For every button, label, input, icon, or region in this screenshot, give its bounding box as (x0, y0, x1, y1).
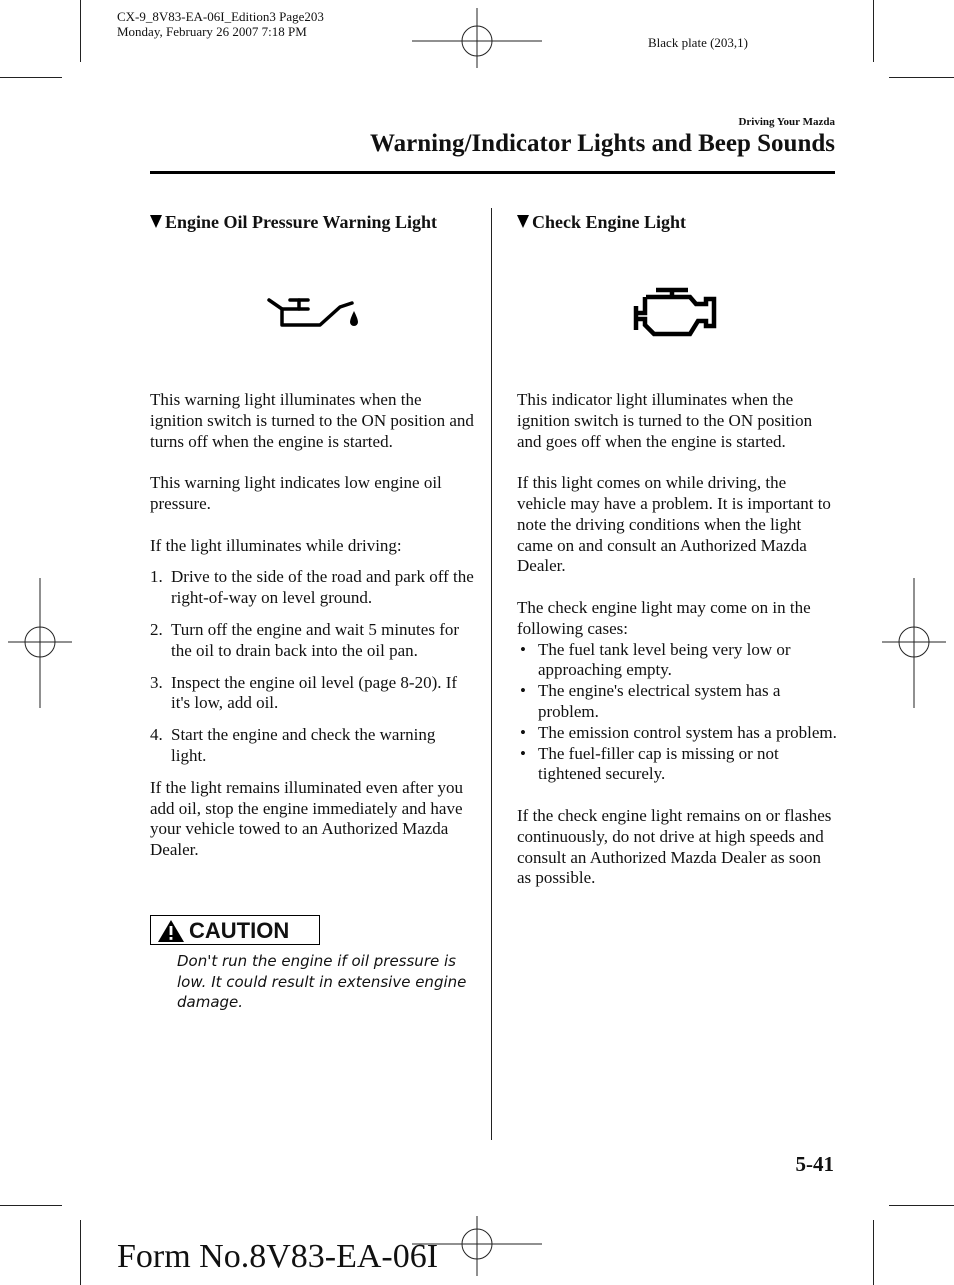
engine-para-problem: If this light comes on while driving, the vehicle may have a problem. It is important to note the driving conditions when the light came on and consult an Authorized Mazda Dealer. (517, 473, 831, 576)
engine-para-flashes: If the check engine light remains on or flashes continuously, do not drive at high speeds and consult an Authorized Mazda Dealer as soon as possible. (517, 805, 832, 888)
check-engine-heading-text: Check Engine Light (532, 212, 687, 232)
left-body (150, 390, 475, 882)
warning-triangle-icon (157, 919, 185, 943)
list-item: 1. Drive to the side of the road and park off the right-of-way on level ground. (150, 567, 474, 608)
crop-mark (0, 77, 62, 78)
registration-mark-left (8, 578, 72, 708)
crop-mark (889, 1205, 954, 1206)
crop-mark (873, 1220, 874, 1285)
left-column (150, 212, 475, 233)
crop-mark (873, 0, 874, 62)
title-rule (150, 171, 835, 174)
registration-mark-top (412, 8, 542, 68)
plate-label: Black plate (203,1) (648, 35, 748, 50)
page-title: Warning/Indicator Lights and Beep Sounds (370, 130, 835, 157)
page-number: 5-41 (795, 1152, 834, 1176)
list-item: 4. Start the engine and check the warning light. (150, 725, 436, 765)
oil-para-remains: If the light remains illuminated even after you add oil, stop the engine immediately and have your vehicle towed to an Authorized Mazda Dealer. (150, 777, 463, 860)
crop-mark (889, 77, 954, 78)
oil-pressure-heading (150, 212, 475, 233)
crop-mark (80, 0, 81, 62)
triangle-marker-icon (517, 215, 529, 228)
triangle-marker-icon (150, 215, 162, 228)
print-meta (117, 9, 324, 39)
engine-para-cases: The check engine light may come on in the following cases: (517, 597, 811, 638)
check-engine-heading (517, 212, 837, 233)
crop-mark (0, 1205, 62, 1206)
list-item: • The engine's electrical system has a problem. (517, 681, 837, 723)
engine-para-illuminates: This indicator light illuminates when the ignition switch is turned to the ON position and goes off when the engine is started. (517, 390, 813, 451)
print-meta-date: Monday, February 26 2007 7:18 PM (117, 24, 307, 39)
oil-steps-list (150, 567, 475, 766)
engine-icon (632, 286, 718, 340)
list-item: 2. Turn off the engine and wait 5 minutes for the oil to drain back into the oil pan. (150, 619, 460, 660)
list-item: • The fuel tank level being very low or approaching empty. (517, 640, 837, 682)
oil-para-indicates: This warning light indicates low engine oil pressure. (150, 473, 442, 513)
column-divider (491, 208, 492, 1140)
list-item: • The fuel-filler cap is missing or not tightened securely. (517, 744, 837, 786)
oil-para-driving: If the light illuminates while driving: (150, 535, 402, 555)
oil-pressure-heading-text: Engine Oil Pressure Warning Light (165, 212, 438, 232)
engine-cases-list (517, 640, 837, 786)
form-number: Form No.8V83-EA-06I (117, 1238, 439, 1275)
oil-para-illuminates: This warning light illuminates when the ignition switch is turned to the ON position and turns off when the engine is started. (150, 390, 474, 451)
right-body (517, 390, 837, 910)
caution-text: Don't run the engine if oil pressure is low. It could result in extensive engine damage. (177, 952, 467, 1011)
caution-label: CAUTION (189, 918, 290, 943)
list-item: • The emission control system has a problem. (517, 723, 837, 744)
section-label: Driving Your Mazda (738, 116, 835, 128)
print-meta-file: CX-9_8V83-EA-06I_Edition3 Page203 (117, 9, 324, 24)
caution-label-box (150, 915, 320, 945)
crop-mark (80, 1220, 81, 1285)
registration-mark-right (882, 578, 946, 708)
list-item: 3. Inspect the engine oil level (page 8-20). If it's low, add oil. (150, 672, 458, 713)
oil-can-icon (266, 291, 362, 331)
right-column (517, 212, 837, 233)
